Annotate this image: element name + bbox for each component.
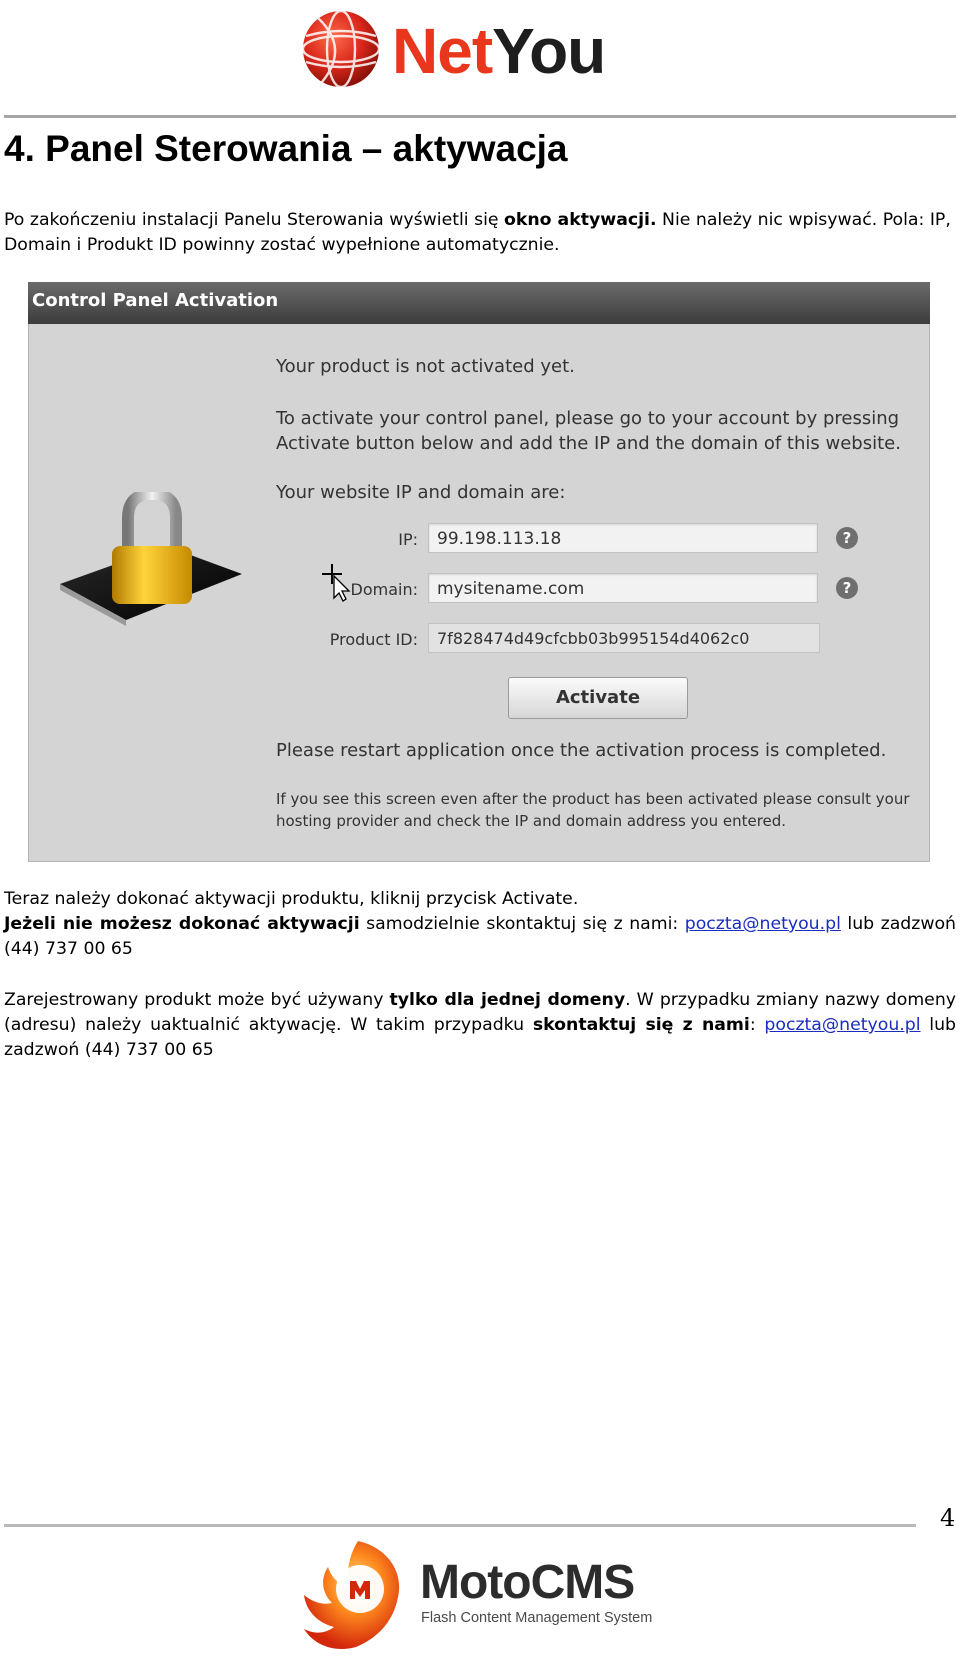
motocms-brand: MotoCMS: [420, 1556, 635, 1609]
domain-note-text-1: Zarejestrowany produkt może być używany: [4, 990, 390, 1010]
not-activated-message: Your product is not activated yet.: [276, 356, 575, 377]
netyou-wordmark: [392, 14, 605, 88]
wordmark-net: Net: [392, 15, 493, 87]
email-link-2[interactable]: poczta@netyou.pl: [764, 1015, 921, 1035]
panel-title: Control Panel Activation: [32, 290, 279, 311]
activation-instructions: To activate your control panel, please go to your account by pressing Activate button below and add the IP and the domain of this website.: [276, 408, 901, 454]
ip-label: IP:: [398, 530, 418, 549]
ip-help-icon[interactable]: ?: [836, 527, 858, 549]
ip-domain-heading: Your website IP and domain are:: [276, 482, 566, 503]
domain-note-text-2: . W przypadku zmiany nazwy domeny (adresu) należy uaktualnić aktywację. W takim przypadku: [4, 990, 956, 1035]
intro-paragraph: [4, 208, 956, 258]
domain-note-bold-1: tylko dla jednej domeny: [389, 990, 626, 1010]
domain-note-bold-2: skontaktuj się z nami: [532, 1015, 750, 1035]
restart-note: Please restart application once the activation process is completed.: [276, 740, 887, 761]
domain-help-icon[interactable]: ?: [836, 577, 858, 599]
contact-bold: Jeżeli nie możesz dokonać aktywacji: [4, 914, 360, 934]
footer-divider: [4, 1524, 916, 1527]
intro-bold: okno aktywacji.: [504, 210, 657, 230]
domain-note-text-3: :: [749, 1015, 765, 1035]
page-number: 4: [940, 1504, 956, 1532]
domain-note-paragraph: [4, 988, 956, 1063]
page-title: 4. Panel Sterowania – aktywacja: [4, 128, 568, 169]
activation-panel-screenshot: [28, 282, 930, 862]
activation-instructions-paragraph: [4, 887, 956, 962]
hosting-note: If you see this screen even after the product has been activated please consult your hosting provider and check the IP and domain address you entered.: [276, 790, 910, 830]
domain-field[interactable]: mysitename.com: [428, 573, 818, 603]
phone-text: lub zadzwoń (44) 737 00 65: [4, 914, 956, 959]
email-link[interactable]: poczta@netyou.pl: [684, 914, 841, 934]
intro-text-2: Nie należy nic wpisywać. Pola: IP, Domain i Produkt ID powinny zostać wypełnione automatycznie.: [4, 210, 951, 255]
domain-note-text-4: lub zadzwoń (44) 737 00 65: [4, 1015, 957, 1060]
globe-icon: [300, 8, 382, 90]
contact-text: samodzielnie skontaktuj się z nami:: [359, 914, 685, 934]
ip-field[interactable]: 99.198.113.18: [428, 523, 818, 553]
header-divider: [4, 115, 956, 118]
product-id-field: 7f828474d49cfcbb03b995154d4062c0: [428, 623, 820, 653]
motocms-tagline: Flash Content Management System: [421, 1610, 653, 1626]
panel-titlebar: [28, 282, 930, 324]
domain-label: Domain:: [350, 580, 418, 599]
wordmark-you: You: [492, 15, 606, 87]
product-id-label: Product ID:: [329, 630, 418, 649]
motocms-flame-icon: [294, 1537, 412, 1655]
intro-text-1: Po zakończeniu instalacji Panelu Sterowania wyświetli się: [4, 210, 504, 230]
padlock-icon: [56, 492, 246, 632]
activate-instruction-line: Teraz należy dokonać aktywacji produktu, kliknij przycisk Activate.: [4, 889, 579, 909]
contact-line: [4, 912, 956, 962]
activate-button[interactable]: Activate: [508, 677, 688, 719]
